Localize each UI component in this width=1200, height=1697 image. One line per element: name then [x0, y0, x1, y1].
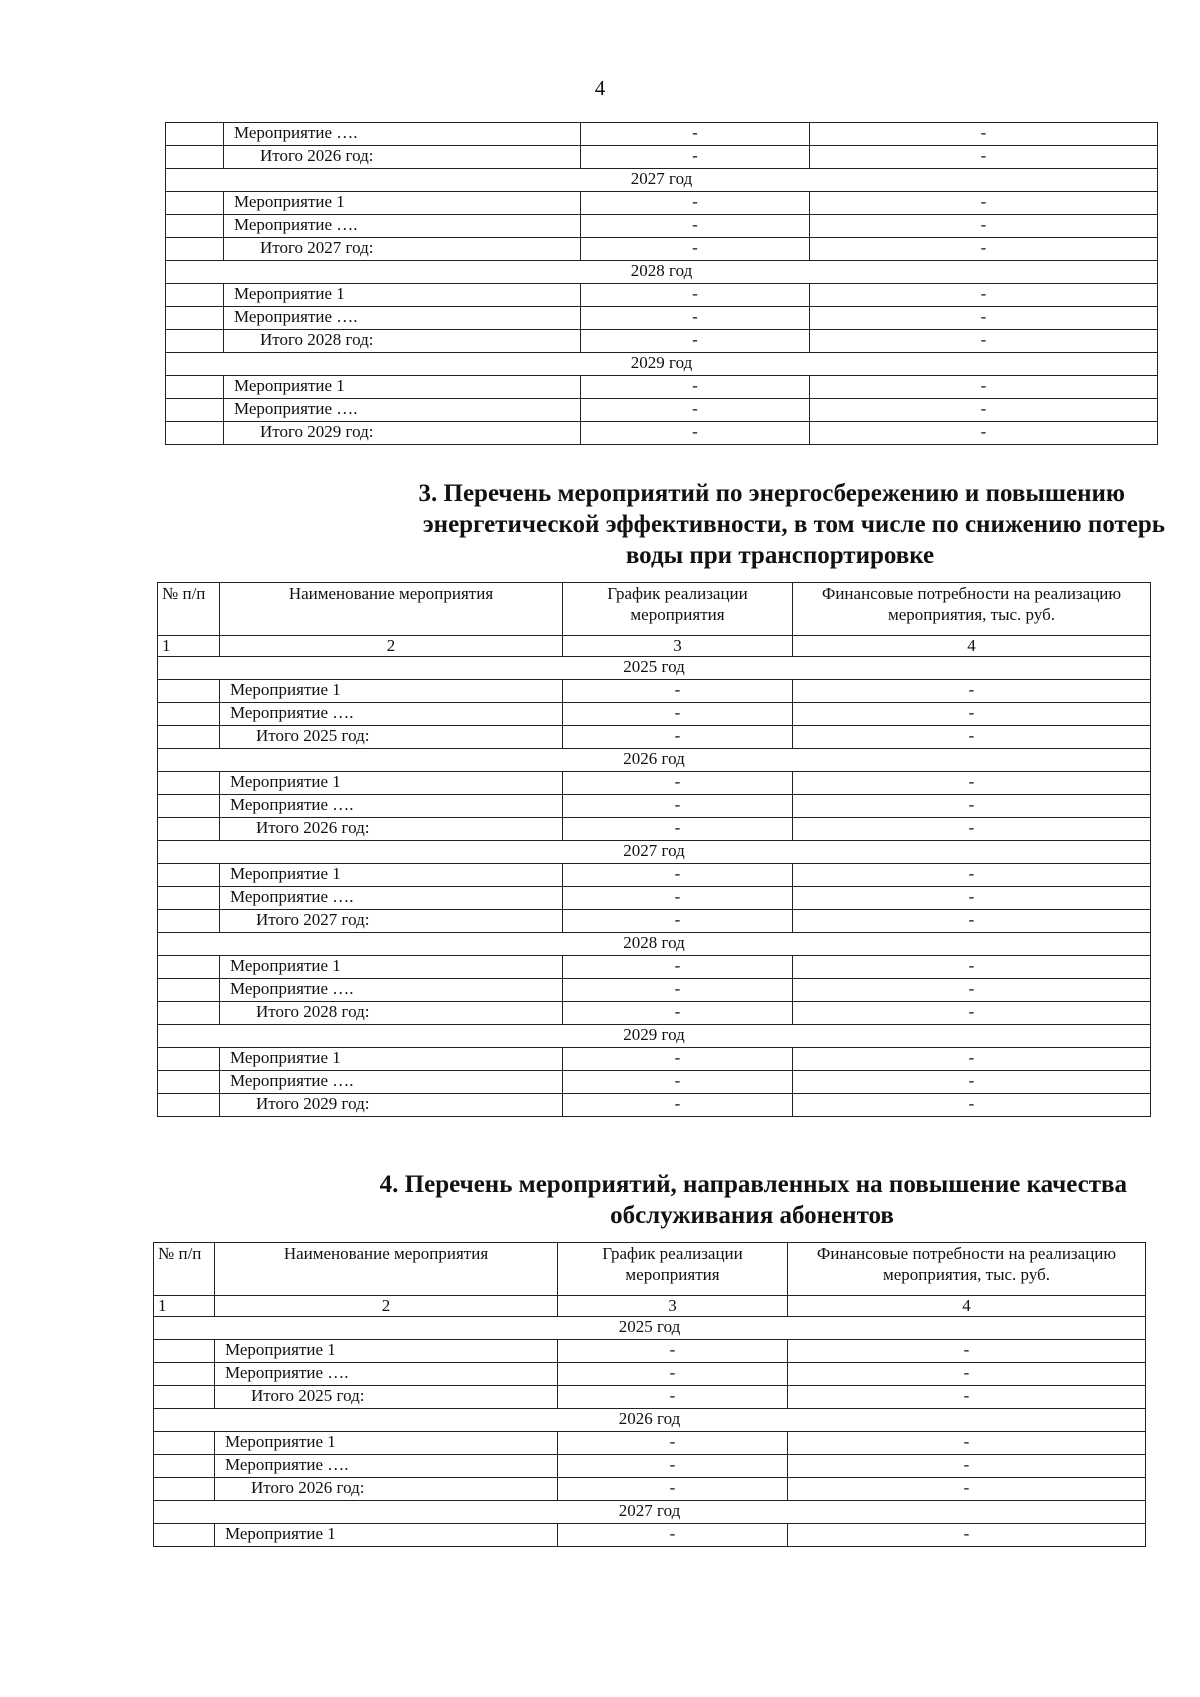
- table-row: [154, 1432, 1146, 1455]
- row-number-cell: [166, 146, 224, 169]
- heading-line: воды при транспортировке: [625, 542, 935, 569]
- column-number: 3: [563, 636, 793, 657]
- schedule-cell: -: [581, 146, 810, 169]
- row-number-cell: [166, 238, 224, 261]
- schedule-cell: -: [558, 1455, 788, 1478]
- header-num: № п/п: [158, 583, 220, 636]
- row-number-cell: [158, 795, 220, 818]
- measure-name: Мероприятие 1: [220, 1048, 563, 1071]
- measure-name: Мероприятие ….: [220, 887, 563, 910]
- measure-name: Мероприятие 1: [220, 956, 563, 979]
- finance-cell: -: [793, 1002, 1151, 1025]
- measure-name: Мероприятие ….: [220, 979, 563, 1002]
- finance-cell: -: [810, 376, 1158, 399]
- finance-cell: -: [810, 123, 1158, 146]
- section-4-heading: [157, 1169, 1157, 1231]
- finance-cell: -: [810, 330, 1158, 353]
- schedule-cell: -: [558, 1432, 788, 1455]
- measure-name: Мероприятие ….: [220, 703, 563, 726]
- schedule-cell: -: [558, 1386, 788, 1409]
- finance-cell: -: [810, 422, 1158, 445]
- year-label: 2025 год: [158, 657, 1151, 680]
- total-label: Итого 2026 год:: [215, 1478, 558, 1501]
- schedule-cell: -: [558, 1363, 788, 1386]
- table-row: [166, 123, 1158, 146]
- total-row: [166, 238, 1158, 261]
- measure-name: Мероприятие 1: [215, 1340, 558, 1363]
- table-row: [158, 1048, 1151, 1071]
- schedule-cell: -: [563, 910, 793, 933]
- year-row: [158, 841, 1151, 864]
- row-number-cell: [154, 1386, 215, 1409]
- heading-line: энергетической эффективности, в том числе по снижению потерь: [422, 511, 1165, 538]
- schedule-cell: -: [563, 818, 793, 841]
- page-number: 4: [594, 76, 606, 100]
- table-header: [154, 1243, 1146, 1317]
- row-number-cell: [158, 726, 220, 749]
- year-row: [158, 749, 1151, 772]
- column-number: 3: [558, 1296, 788, 1317]
- total-label: Итого 2026 год:: [224, 146, 581, 169]
- column-number: 2: [215, 1296, 558, 1317]
- year-label: 2026 год: [154, 1409, 1146, 1432]
- schedule-cell: -: [563, 864, 793, 887]
- table-row: [166, 376, 1158, 399]
- row-number-cell: [158, 864, 220, 887]
- row-number-cell: [158, 703, 220, 726]
- finance-cell: -: [788, 1363, 1146, 1386]
- finance-cell: -: [810, 307, 1158, 330]
- table-row: [158, 680, 1151, 703]
- table-row: [158, 795, 1151, 818]
- finance-cell: -: [810, 215, 1158, 238]
- schedule-cell: -: [563, 726, 793, 749]
- table-row: [166, 399, 1158, 422]
- table-body: [154, 1317, 1146, 1547]
- finance-cell: -: [793, 1094, 1151, 1117]
- table-row: [166, 307, 1158, 330]
- header-finance: Финансовые потребности на реализацию мероприятия, тыс. руб.: [788, 1243, 1146, 1296]
- row-number-cell: [158, 1048, 220, 1071]
- schedule-cell: -: [563, 979, 793, 1002]
- measure-name: Мероприятие ….: [224, 399, 581, 422]
- row-number-cell: [166, 399, 224, 422]
- row-number-cell: [154, 1478, 215, 1501]
- finance-cell: -: [793, 1071, 1151, 1094]
- total-label: Итого 2028 год:: [220, 1002, 563, 1025]
- section-3-heading: [165, 478, 1165, 571]
- total-row: [158, 1094, 1151, 1117]
- measure-name: Мероприятие ….: [224, 307, 581, 330]
- row-number-cell: [158, 1071, 220, 1094]
- year-row: [158, 933, 1151, 956]
- total-row: [166, 146, 1158, 169]
- row-number-cell: [154, 1524, 215, 1547]
- header-name: Наименование мероприятия: [215, 1243, 558, 1296]
- finance-cell: -: [793, 864, 1151, 887]
- finance-cell: -: [793, 818, 1151, 841]
- schedule-cell: -: [581, 284, 810, 307]
- year-label: 2029 год: [158, 1025, 1151, 1048]
- total-row: [158, 726, 1151, 749]
- finance-cell: -: [793, 956, 1151, 979]
- schedule-cell: -: [581, 192, 810, 215]
- measure-name: Мероприятие 1: [224, 376, 581, 399]
- schedule-cell: -: [581, 330, 810, 353]
- total-label: Итого 2026 год:: [220, 818, 563, 841]
- table-body: [158, 657, 1151, 1117]
- finance-cell: -: [793, 680, 1151, 703]
- table-body: [166, 123, 1158, 445]
- schedule-cell: -: [558, 1340, 788, 1363]
- row-number-cell: [166, 123, 224, 146]
- total-label: Итого 2029 год:: [220, 1094, 563, 1117]
- schedule-cell: -: [581, 399, 810, 422]
- finance-cell: -: [793, 887, 1151, 910]
- schedule-cell: -: [563, 680, 793, 703]
- table-row: [158, 887, 1151, 910]
- row-number-cell: [158, 772, 220, 795]
- row-number-cell: [166, 215, 224, 238]
- finance-cell: -: [793, 1048, 1151, 1071]
- measure-name: Мероприятие 1: [220, 864, 563, 887]
- finance-cell: -: [810, 284, 1158, 307]
- table-row: [158, 772, 1151, 795]
- row-number-cell: [166, 192, 224, 215]
- column-number: 1: [158, 636, 220, 657]
- measure-name: Мероприятие 1: [224, 284, 581, 307]
- row-number-cell: [158, 1002, 220, 1025]
- year-row: [158, 657, 1151, 680]
- finance-cell: -: [810, 146, 1158, 169]
- measure-name: Мероприятие 1: [220, 680, 563, 703]
- table-row: [154, 1524, 1146, 1547]
- measure-name: Мероприятие ….: [220, 795, 563, 818]
- table-row: [154, 1340, 1146, 1363]
- table-row: [158, 703, 1151, 726]
- total-row: [166, 330, 1158, 353]
- year-row: [166, 261, 1158, 284]
- schedule-cell: -: [558, 1524, 788, 1547]
- total-label: Итого 2027 год:: [224, 238, 581, 261]
- measure-name: Мероприятие 1: [215, 1524, 558, 1547]
- year-row: [166, 169, 1158, 192]
- row-number-cell: [158, 1094, 220, 1117]
- finance-cell: -: [810, 238, 1158, 261]
- row-number-cell: [154, 1455, 215, 1478]
- year-label: 2027 год: [158, 841, 1151, 864]
- heading-line: 4. Перечень мероприятий, направленных на повышение качества: [379, 1171, 1127, 1198]
- header-schedule: График реализации мероприятия: [563, 583, 793, 636]
- year-label: 2026 год: [158, 749, 1151, 772]
- year-label: 2029 год: [166, 353, 1158, 376]
- year-row: [154, 1501, 1146, 1524]
- finance-cell: -: [793, 772, 1151, 795]
- measure-name: Мероприятие 1: [220, 772, 563, 795]
- measure-name: Мероприятие ….: [224, 215, 581, 238]
- header-finance: Финансовые потребности на реализацию мероприятия, тыс. руб.: [793, 583, 1151, 636]
- column-number: 2: [220, 636, 563, 657]
- schedule-cell: -: [581, 238, 810, 261]
- finance-cell: -: [793, 726, 1151, 749]
- schedule-cell: -: [563, 772, 793, 795]
- finance-cell: -: [793, 979, 1151, 1002]
- row-number-cell: [158, 680, 220, 703]
- table-header: [158, 583, 1151, 657]
- total-row: [166, 422, 1158, 445]
- year-label: 2027 год: [166, 169, 1158, 192]
- schedule-cell: -: [581, 215, 810, 238]
- measure-name: Мероприятие ….: [220, 1071, 563, 1094]
- row-number-cell: [166, 330, 224, 353]
- schedule-cell: -: [558, 1478, 788, 1501]
- schedule-cell: -: [563, 1048, 793, 1071]
- table-row: [158, 979, 1151, 1002]
- row-number-cell: [154, 1432, 215, 1455]
- schedule-cell: -: [563, 1002, 793, 1025]
- total-label: Итого 2028 год:: [224, 330, 581, 353]
- table-row: [166, 284, 1158, 307]
- schedule-cell: -: [581, 422, 810, 445]
- row-number-cell: [158, 887, 220, 910]
- header-schedule: График реализации мероприятия: [558, 1243, 788, 1296]
- table-row: [158, 956, 1151, 979]
- row-number-cell: [166, 307, 224, 330]
- finance-cell: -: [788, 1386, 1146, 1409]
- schedule-cell: -: [563, 1094, 793, 1117]
- row-number-cell: [158, 979, 220, 1002]
- table-row: [166, 215, 1158, 238]
- table-row: [158, 864, 1151, 887]
- total-row: [154, 1478, 1146, 1501]
- finance-cell: -: [793, 703, 1151, 726]
- row-number-cell: [154, 1363, 215, 1386]
- schedule-cell: -: [563, 887, 793, 910]
- total-row: [154, 1386, 1146, 1409]
- schedule-cell: -: [563, 956, 793, 979]
- year-row: [154, 1317, 1146, 1340]
- column-number: 4: [788, 1296, 1146, 1317]
- year-label: 2028 год: [158, 933, 1151, 956]
- schedule-cell: -: [563, 703, 793, 726]
- total-row: [158, 818, 1151, 841]
- total-label: Итого 2025 год:: [215, 1386, 558, 1409]
- energy-saving-measures-table: [157, 582, 1151, 1117]
- customer-service-measures-table: [153, 1242, 1146, 1547]
- schedule-cell: -: [563, 1071, 793, 1094]
- finance-cell: -: [788, 1478, 1146, 1501]
- year-label: 2027 год: [154, 1501, 1146, 1524]
- table-row: [154, 1363, 1146, 1386]
- column-number: 1: [154, 1296, 215, 1317]
- total-label: Итого 2029 год:: [224, 422, 581, 445]
- heading-line: обслуживания абонентов: [610, 1202, 894, 1229]
- measures-table-continued: [165, 122, 1158, 445]
- row-number-cell: [154, 1340, 215, 1363]
- finance-cell: -: [793, 795, 1151, 818]
- schedule-cell: -: [563, 795, 793, 818]
- row-number-cell: [158, 956, 220, 979]
- table-row: [166, 192, 1158, 215]
- finance-cell: -: [788, 1432, 1146, 1455]
- row-number-cell: [158, 818, 220, 841]
- measure-name: Мероприятие 1: [215, 1432, 558, 1455]
- finance-cell: -: [788, 1455, 1146, 1478]
- year-row: [158, 1025, 1151, 1048]
- schedule-cell: -: [581, 307, 810, 330]
- row-number-cell: [166, 422, 224, 445]
- column-number: 4: [793, 636, 1151, 657]
- schedule-cell: -: [581, 376, 810, 399]
- row-number-cell: [166, 376, 224, 399]
- table-row: [158, 1071, 1151, 1094]
- total-row: [158, 910, 1151, 933]
- year-label: 2025 год: [154, 1317, 1146, 1340]
- header-num: № п/п: [154, 1243, 215, 1296]
- measure-name: Мероприятие ….: [224, 123, 581, 146]
- total-row: [158, 1002, 1151, 1025]
- finance-cell: -: [810, 192, 1158, 215]
- table-row: [154, 1455, 1146, 1478]
- measure-name: Мероприятие ….: [215, 1363, 558, 1386]
- finance-cell: -: [793, 910, 1151, 933]
- total-label: Итого 2025 год:: [220, 726, 563, 749]
- finance-cell: -: [810, 399, 1158, 422]
- total-label: Итого 2027 год:: [220, 910, 563, 933]
- finance-cell: -: [788, 1524, 1146, 1547]
- measure-name: Мероприятие ….: [215, 1455, 558, 1478]
- finance-cell: -: [788, 1340, 1146, 1363]
- header-name: Наименование мероприятия: [220, 583, 563, 636]
- heading-line: 3. Перечень мероприятий по энергосбережению и повышению: [418, 480, 1125, 507]
- year-row: [166, 353, 1158, 376]
- row-number-cell: [166, 284, 224, 307]
- measure-name: Мероприятие 1: [224, 192, 581, 215]
- year-label: 2028 год: [166, 261, 1158, 284]
- schedule-cell: -: [581, 123, 810, 146]
- row-number-cell: [158, 910, 220, 933]
- year-row: [154, 1409, 1146, 1432]
